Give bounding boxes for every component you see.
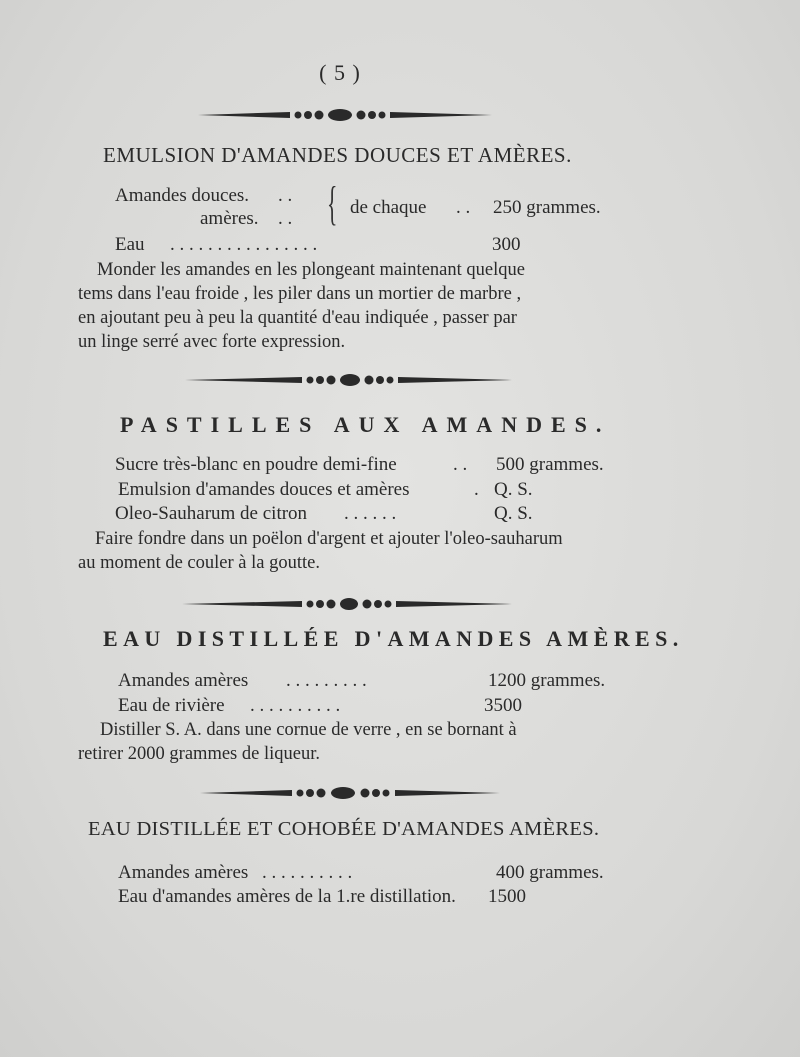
ingredient-dots: . . . . . . <box>344 503 397 524</box>
section-title-pastilles: PASTILLES AUX AMANDES. <box>120 412 611 437</box>
ingredient-dots: . . . . . . . . . . <box>262 862 353 883</box>
section-title-eau-cohobee: EAU DISTILLÉE ET COHOBÉE D'AMANDES AMÈRES. <box>88 818 600 840</box>
ingredient-dots: . . <box>453 454 468 475</box>
paragraph-line: un linge serré avec forte expression. <box>78 332 346 352</box>
ornament-divider <box>0 104 800 126</box>
ingredient-dots: . . . . . . . . . . <box>250 695 341 716</box>
ingredient-name: Eau de rivière <box>118 695 225 716</box>
ingredient-dots: . . . . . . . . . . . . . . . . <box>170 234 318 255</box>
ingredient-name: amères. <box>200 208 259 229</box>
ingredient-name: Amandes douces. <box>115 185 250 206</box>
brace-symbol: { <box>327 177 338 230</box>
ingredient-quantity: Q. S. <box>494 479 533 500</box>
ingredient-quantity: 1500 <box>488 886 526 907</box>
ingredient-quantity: 250 grammes. <box>493 197 601 218</box>
ingredient-name: Sucre très-blanc en poudre demi-fine <box>115 454 397 475</box>
ingredient-dots: . . <box>278 208 293 229</box>
paragraph-line: au moment de couler à la goutte. <box>78 553 320 573</box>
ingredient-quantity: 500 grammes. <box>496 454 604 475</box>
section-title-eau-distillee: EAU DISTILLÉE D'AMANDES AMÈRES. <box>103 626 684 651</box>
paragraph-line: retirer 2000 grammes de liqueur. <box>78 744 320 764</box>
ingredient-quantity: 300 <box>492 234 521 255</box>
paragraph-line: en ajoutant peu à peu la quantité d'eau indiquée , passer par <box>78 308 517 328</box>
ingredient-name: Emulsion d'amandes douces et amères <box>118 479 410 500</box>
ingredient-quantity: Q. S. <box>494 503 533 524</box>
ornament-rule <box>198 109 492 121</box>
ingredient-dots: . <box>474 479 479 500</box>
ornament-divider <box>0 782 800 804</box>
ingredient-quantity: 400 grammes. <box>496 862 604 883</box>
paragraph-line: Faire fondre dans un poëlon d'argent et ajouter l'oleo-sauharum <box>95 529 563 549</box>
ingredient-name: Eau d'amandes amères de la 1.re distillation. <box>118 886 456 907</box>
ornament-divider <box>0 593 800 615</box>
page-number: ( 5 ) <box>319 60 361 85</box>
ingredient-dots: . . <box>278 185 293 206</box>
ingredient-quantity: 3500 <box>484 695 522 716</box>
ingredient-quantity: 1200 grammes. <box>488 670 606 691</box>
brace-label: de chaque <box>350 197 427 218</box>
paragraph-line: tems dans l'eau froide , les piler dans un mortier de marbre , <box>78 284 522 304</box>
ingredient-dots: . . <box>456 197 471 218</box>
ingredient-name: Amandes amères <box>118 670 249 691</box>
ingredient-name: Eau <box>115 234 145 255</box>
section-title-emulsion: EMULSION D'AMANDES DOUCES ET AMÈRES. <box>103 143 572 167</box>
paragraph-line: Distiller S. A. dans une cornue de verre , en se bornant à <box>100 720 517 740</box>
ingredient-name: Amandes amères <box>118 862 249 883</box>
ornament-divider <box>0 369 800 391</box>
ingredient-name: Oleo-Sauharum de citron <box>115 503 308 524</box>
paragraph-line: Monder les amandes en les plongeant maintenant quelque <box>97 260 525 280</box>
ingredient-dots: . . . . . . . . . <box>286 670 367 691</box>
